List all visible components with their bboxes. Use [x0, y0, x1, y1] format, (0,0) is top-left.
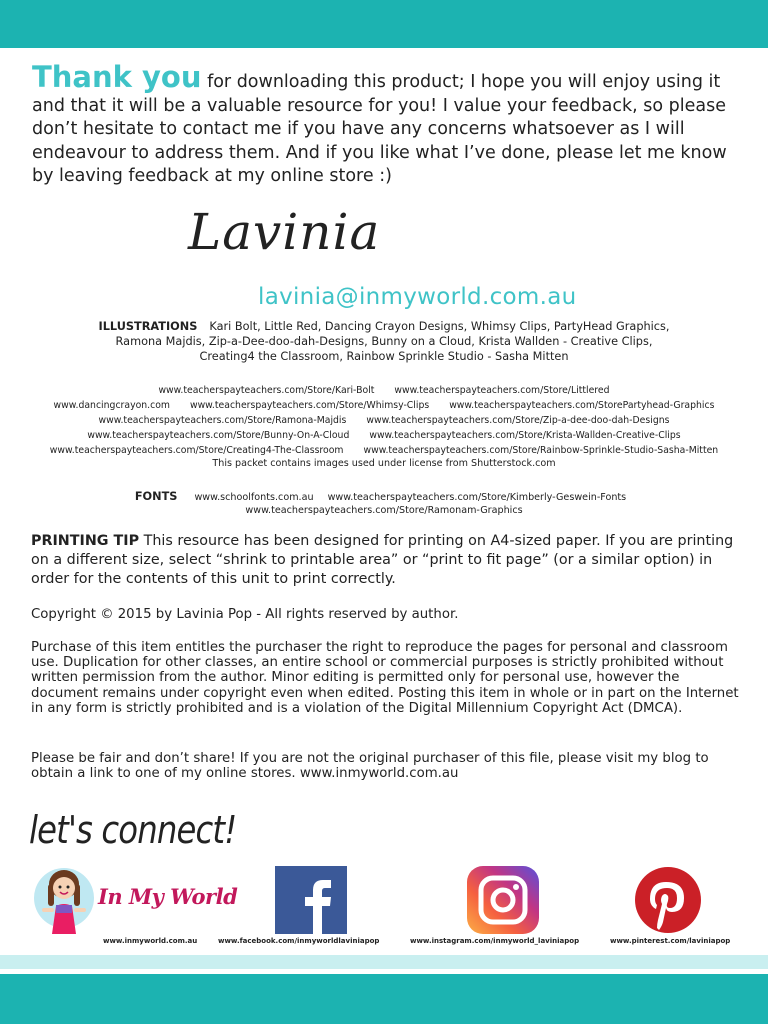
url-link[interactable]: www.teacherspayteachers.com/Store/Kari-Bolt — [158, 385, 375, 396]
url-link[interactable]: www.teacherspayteachers.com/Store/Bunny-On-A-Cloud — [87, 430, 350, 441]
url-link[interactable]: www.teacherspayteachers.com/Store/Krista-Wallden-Creative-Clips — [369, 430, 681, 441]
url-link[interactable]: www.teacherspayteachers.com/Store/Ramonam-Graphics — [245, 505, 523, 516]
author-email-link[interactable]: lavinia@inmyworld.com.au — [258, 284, 577, 310]
top-color-bar — [0, 0, 768, 48]
fonts-credits — [0, 490, 768, 517]
instagram-url[interactable]: www.instagram.com/inmyworld_laviniapop — [410, 937, 580, 945]
copyright-line: Copyright © 2015 by Lavinia Pop - All rights reserved by author. — [31, 607, 459, 622]
url-link[interactable]: www.teacherspayteachers.com/Store/Kimberly-Geswein-Fonts — [327, 492, 627, 503]
illustrations-credits — [0, 320, 768, 364]
facebook-url[interactable]: www.facebook.com/inmyworldlaviniapop — [218, 937, 380, 945]
url-link[interactable]: www.teacherspayteachers.com/Store/Whimsy-Clips — [189, 400, 430, 411]
license-note: This packet contains images used under license from Shutterstock.com — [212, 458, 556, 469]
illustrations-line-1: Kari Bolt, Little Red, Dancing Crayon Designs, Whimsy Clips, PartyHead Graphics, — [209, 320, 670, 333]
pinterest-link[interactable] — [632, 866, 704, 938]
pinterest-url[interactable]: www.pinterest.com/laviniapop — [610, 937, 731, 945]
fair-use-note: Please be fair and don’t share! If you are not the original purchaser of this file, please visit my blog to obtain a link to one of my online stores. www.inmyworld.com.au — [31, 751, 709, 782]
intro-paragraph — [32, 60, 738, 189]
url-link[interactable]: www.teacherspayteachers.com/Store/Littlered — [394, 385, 610, 396]
url-link[interactable]: www.teacherspayteachers.com/Store/Ramona-Majdis — [98, 415, 347, 426]
author-signature: Lavinia — [188, 203, 381, 261]
url-link[interactable]: www.teacherspayteachers.com/Store/Zip-a-dee-doo-dah-Designs — [366, 415, 670, 426]
illustration-urls — [0, 383, 768, 458]
inmyworld-url[interactable]: www.inmyworld.com.au — [103, 937, 198, 945]
illustrations-label: ILLUSTRATIONS — [98, 320, 198, 333]
illustrations-line-3: Creating4 the Classroom, Rainbow Sprinkle Studio - Sasha Mitten — [199, 349, 569, 363]
facebook-link[interactable] — [275, 866, 347, 938]
thank-you-heading: Thank you — [32, 60, 202, 94]
intro-text: for downloading this product; I hope you will enjoy using it and that it will be a valuable resource for you! I value your feedback, so please don’t hesitate to contact me if you have any concerns whatsoever as I will endeavour to address them. And if you like what I’ve done, please let me know by leaving feedback at my online store :) — [32, 72, 727, 186]
girl-illustration-icon — [32, 862, 102, 937]
printing-tip-label: PRINTING TIP — [31, 533, 140, 549]
instagram-icon — [467, 866, 539, 934]
pinterest-icon — [632, 866, 704, 934]
lets-connect-heading: let's connect! — [29, 808, 237, 852]
url-link[interactable]: www.dancingcrayon.com — [53, 400, 170, 411]
fonts-label: FONTS — [134, 490, 178, 503]
url-link[interactable]: www.teacherspayteachers.com/Store/Rainbow-Sprinkle-Studio-Sasha-Mitten — [363, 445, 719, 456]
bottom-color-bar — [0, 974, 768, 1024]
printing-tip-text: This resource has been designed for printing on A4-sized paper. If you are printing on a different size, select “shrink to printable area” or “print to fit page” (or a similar option) in order for the contents of this unit to print correctly. — [31, 533, 734, 587]
inmyworld-logo-text: In My World — [98, 884, 238, 909]
url-link[interactable]: www.schoolfonts.com.au — [194, 492, 314, 503]
illustrations-line-2: Ramona Majdis, Zip-a-Dee-doo-dah-Designs, Bunny on a Cloud, Krista Wallden - Creative Clips, — [115, 334, 653, 348]
bottom-light-stripe — [0, 955, 768, 969]
printing-tip — [31, 532, 743, 589]
url-link[interactable]: www.teacherspayteachers.com/Store/Creating4-The-Classroom — [49, 445, 344, 456]
purchase-terms: Purchase of this item entitles the purchaser the right to reproduce the pages for personal and classroom use. Duplication for other classes, an entire school or commercial purposes is strictly prohibited without written permission from the author. Minor editing is permitted only for personal use, however the document remains under copyright even when edited. Posting this item in whole or in part on the Internet in any form is strictly prohibited and is a violation of the Digital Millennium Copyright Act (DMCA). — [31, 640, 739, 716]
facebook-icon — [275, 866, 347, 934]
instagram-link[interactable] — [467, 866, 539, 938]
url-link[interactable]: www.teacherspayteachers.com/StorePartyhead-Graphics — [449, 400, 715, 411]
